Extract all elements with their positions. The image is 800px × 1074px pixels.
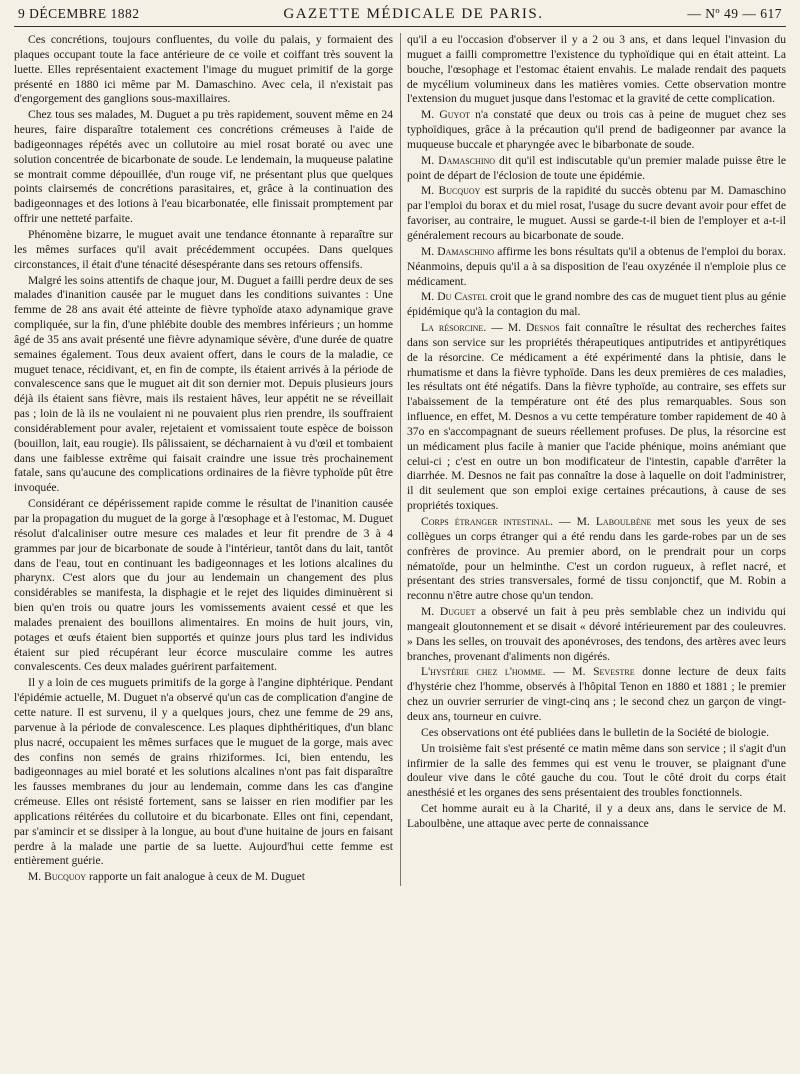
paragraph [407, 154, 786, 184]
paragraph [407, 184, 786, 243]
paragraph-text: Chez tous ses malades, M. Duguet a pu très rapidement, souvent même en 24 heures, faire disparaître totalement ces concrétions crémeuses à l'aide de badigeonnages répétés avec un collutoire au miel rosat boraté ou avec une solution concentrée de bicarbonate de soude. Le lendemain, la muqueuse palatine se montrait comme dépouillée, d'un rouge vif, ne présentant plus que quelques points clairsemés de concrétions parasitaires, et, grâce à la continuation des badigeonnages et des lotions à l'eau bicarbonatée, elle finissait promptement par offrir une netteté parfaite. [14, 108, 393, 226]
paragraph-lead: M. Duguet [421, 605, 476, 619]
paragraph-lead: L'hystérie chez l'homme. — M. Sevestre [421, 665, 635, 679]
right-column [407, 33, 786, 886]
paragraph-text: Ces observations ont été publiées dans le bulletin de la Société de biologie. [421, 725, 770, 739]
article-columns [14, 33, 786, 886]
paragraph-lead: La résorcine. — M. Desnos [421, 321, 560, 335]
page-header [14, 6, 786, 27]
paragraph-lead: M. Bucquoy [28, 870, 87, 884]
paragraph-lead: M. Bucquoy [421, 184, 481, 198]
paragraph [14, 228, 393, 273]
paragraph-text: Il y a loin de ces muguets primitifs de la gorge à l'angine diphtérique. Pendant l'épidémie actuelle, M. Duguet n'a observé qu'un cas de complication d'angine de cette nature. Il est survenu, il y a quelques jours, chez une femme de 29 ans, parvenue à la période de convalescence. Les plaques diphthéritiques, d'un blanc plus nacré, occupaient les mêmes surfaces que le muguet de la gorge, mais avec des confins non semés de grains rhiziformes. Ici, bien entendu, les badigeonnages au miel boraté et les solutions alcalines n'ont pas fait disparaître les fausses membranes du jour au lendemain, comme dans les cas d'angine crémeuse. Elles ont résisté fortement, sans se laisser en rien modifier par les applications réitérées du collutoire et du bicarbonate. Elles ont fini, cependant, par s'amincir et se dissiper à la longue, au bout d'une huitaine de jours en faisant perdre à la malade une partie de sa luette. Aujourd'hui cette femme est entièrement guérie. [14, 676, 393, 868]
paragraph-text: croit que le grand nombre des cas de muguet tient plus au génie épidémique qu'à la contagion du mal. [407, 290, 786, 319]
paragraph-lead: M. Guyot [421, 108, 470, 122]
paragraph [407, 245, 786, 290]
paragraph [407, 33, 786, 107]
paragraph-text: Un troisième fait s'est présenté ce matin même dans son service ; il s'agit d'un infirmier de la salle des femmes qui est venu le trouver, se plaignant d'une douleur vive dans le côté gauche du cou. Tout le côté droit du corps était anesthésié et les organes des sens présentaient des troubles fonctionnels. [407, 741, 786, 800]
left-column [14, 33, 393, 886]
header-title: GAZETTE MÉDICALE DE PARIS. [283, 6, 544, 22]
paragraph-text: Cet homme aurait eu à la Charité, il y a deux ans, dans le service de M. Laboulbène, une attaque avec perte de connaissance [407, 802, 786, 830]
paragraph-text: Considérant ce dépérissement rapide comme le résultat de l'inanition causée par la propagation du muguet de la gorge à l'œsophage et à l'estomac, M. Duguet résolut d'alcaliniser outre mesure ces malades et leur fit prendre de 3 à 4 grammes par jour de bicarbonate de soude à l'intérieur, tantôt dans du lait, tantôt dans de l'eau, tout en continuant les badigeonnages et les lotions alcalines du pharynx. C'est alors que du jour au lendemain un changement des plus considérables se manifesta, la disphagie et le rejet des liquides diminuèrent si bien qu'en trois ou quatre jours les vomissements avaient cessé et que les malades prenaient des bouillons alimentaires. En moins de huit jours, vin, potages et œufs étaient bien supportés et quinze jours plus tard les individus étaient sur pied récupérant leur écorce musculaire comme les autres convalescents. Ces deux malades guérirent parfaitement. [14, 497, 393, 674]
paragraph-lead: M. Damaschino [421, 244, 495, 258]
header-date: 9 DÉCEMBRE 1882 [18, 6, 140, 21]
paragraph-text: qu'il a eu l'occasion d'observer il y a 2 ou 3 ans, et dans lequel l'invasion du muguet a failli compromettre l'existence du typhoïdique qui en était atteint. La bouche, l'œsophage et l'estomac étaient envahis. Le malade rendait des paquets de mycélium volumineux dans les matières vomies. Cette observation montre l'extension du muguet jusque dans l'estomac et la gravité de cette complication. [407, 33, 786, 106]
paragraph [407, 108, 786, 153]
paragraph-text: Phénomène bizarre, le muguet avait une tendance étonnante à reparaître sur les mêmes surfaces qu'il avait précédemment occupées. Dans quelques circonstances, il était d'une ténacité désespérante dans ses retours offensifs. [14, 227, 393, 271]
paragraph [407, 802, 786, 832]
paragraph-text: met sous les yeux de ses collègues un corps étranger qui a été rendu dans les garde-robes par un de ses confrères de province. Au premier abord, on le prendrait pour un corps nématoïde, pour un helminthe. C'est un cordon rugueux, à reflet nacré, et présentant des stries transversales, formé de tissu conjonctif, que M. Robin a reconnu n'être autre chose qu'un tendon. [407, 515, 787, 603]
paragraph [407, 605, 786, 664]
paragraph-lead: M. Damaschino [421, 153, 496, 167]
paragraph-text: fait connaître le résultat des recherches faites dans son service sur les propriétés thérapeutiques antiputrides et antipyrétiques de la résorcine. Ce médicament a été expérimenté dans la phtisie, dans le rhumatisme et dans la fièvre typhoïde. Dans les deux premières de ces maladies, les résultats ont été négatifs. Dans la fièvre typhoïde, au contraire, ses effets sur l'abaissement de la température ont été des plus remarquables. Sous son influence, en effet, M. Desnos a vu cette température tomber rapidement de 40 à 37o en s'accompagnant de sueurs réellement profuses. De plus, la résorcine est un médicament plus facile à manier que l'acide phénique, moins anémiant que celui-ci ; c'est en outre un bon modificateur de l'intestin, capable d'arrêter la diarrhée. M. Desnos ne fait pas connaître la dose à laquelle on doit l'administrer, il dit seulement que son emploi exige certaines précautions, à cause de ses propriétés toxiques. [407, 321, 786, 513]
paragraph-text: rapporte un fait analogue à ceux de M. Duguet [86, 870, 305, 884]
column-divider [400, 33, 401, 886]
paragraph [407, 742, 786, 801]
paragraph [407, 290, 786, 320]
paragraph-lead: M. Du Castel [421, 290, 487, 304]
paragraph [14, 870, 393, 885]
paragraph [407, 726, 786, 741]
paragraph [407, 515, 786, 604]
paragraph [14, 33, 393, 107]
paragraph [407, 665, 786, 724]
paragraph [14, 676, 393, 869]
paragraph-text: affirme les bons résultats qu'il a obtenus de l'emploi du borax. Néanmoins, depuis qu'il a à sa disposition de l'eau oxyzénée il n'emploie plus ce médicament. [407, 244, 786, 288]
paragraph-text: a observé un fait à peu près semblable chez un individu qui mangeait gloutonnement et se disait « dévoré intérieurement par des couleuvres. » Dans les selles, on trouvait des aponévroses, des tendons, des artères avec leurs branches, provenant d'aliments non digérés. [407, 605, 786, 663]
paragraph [407, 321, 786, 514]
header-issue: — Nº 49 — 617 [687, 6, 782, 21]
paragraph-text: Ces concrétions, toujours confluentes, du voile du palais, y formaient des plaques occupant toute la face antérieure de ce voile et coiffant très souvent la luette. Elles représentaient exactement l'image du muguet primitif de la gorge présenté en 1880 ici même par M. Damaschino. Avec cela, il n'existait pas d'engorgement des ganglions sous-maxillaires. [14, 33, 393, 106]
paragraph-text: dit qu'il est indiscutable qu'un premier malade puisse être le point de départ de l'éclosion de toute une épidémie. [407, 153, 786, 182]
paragraph-lead: Corps étranger intestinal. — M. Laboulbène [421, 515, 652, 528]
paragraph-text: donne lecture de deux faits d'hystérie chez l'homme, observés à l'hôpital Tenon en 1880 et 1881 ; le premier chez un ouvrier serrurier de vingt-cinq ans ; le second chez un garçon de vingt-deux ans, tourneur en cuivre. [407, 665, 786, 723]
paragraph-text: est surpris de la rapidité du succès obtenu par M. Damaschino par l'emploi du borax et du miel rosat, l'usage du sucre devant avoir pour effet de favoriser, au contraire, le muguet. Aussi se garde-t-il bien de l'employer et a-t-il généralement recours au bicarbonate de soude. [407, 184, 786, 242]
paragraph [14, 274, 393, 497]
paragraph [14, 497, 393, 675]
paragraph-text: Malgré les soins attentifs de chaque jour, M. Duguet a failli perdre deux de ses malades d'inanition causée par le muguet dans les conditions suivantes : Une femme de 28 ans avait été atteinte de fièvre typhoïde ataxo adynamique grave compliquée, sur la fin, d'une phlébite double des membres inférieurs ; un homme âgé de 35 ans avait présenté une fièvre adynamique sévère, d'une durée de quatre semaines également. Tous deux avaient offert, dans le cours de la maladie, ce muguet tenace, récidivant, et, en fin de compte, ils étaient arrivés à la période de convalescence sans que le muguet ait dit son dernier mot. Depuis plusieurs jours déjà ils étaient sans fièvre, mais ils restaient hâves, leur appétit ne se réveillait pas ; loin de là ils ne voulaient ni ne pouvaient plus rien prendre, ils souffraient considérablement pour avaler, rejetaient et vomissaient toute espèce de boisson (bouillon, lait, eau rougie). Ils pâlissaient, se décharnaient à vu d'œil et tombaient dans une faiblesse extrême qui faisait craindre une issue très prochainement fatale, sans qu'aucune des complications ordinaires de la fièvre typhoïde pût être invoquée. [14, 273, 393, 495]
paragraph-text: n'a constaté que deux ou trois cas à peine de muguet chez ses typhoïdiques, grâce à la précaution qu'il prend de badigeonner par avance la muqueuse buccale et pharyngée avec le bibarbonate de soude. [407, 108, 786, 151]
paragraph [14, 108, 393, 227]
